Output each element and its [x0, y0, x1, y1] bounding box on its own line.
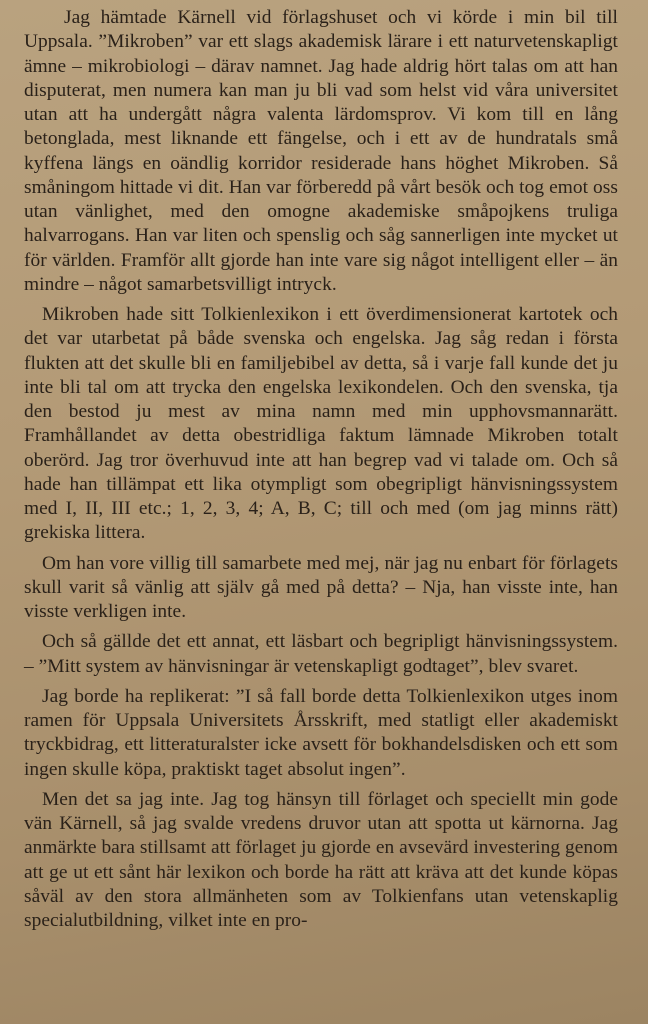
- paragraph-2: Mikroben hade sitt Tolkienlexikon i ett överdimensionerat kartotek och det var utarbetat på både svenska och engelska. Jag såg redan i första flukten att det skulle bli en familjebibel av detta, så i varje fall kunde det ju inte bli tal om att trycka den engelska lexikondelen. Och den svenska, tja den bestod ju mest av mina namn med min upphovsmannarätt. Framhållandet av detta obestridliga faktum lämnade Mikroben totalt oberörd. Jag tror överhuvud inte att han begrep vad vi talade om. Och så hade han tillämpat ett lika otympligt som obegripligt hänvisningssystem med I, II, III etc.; 1, 2, 3, 4; A, B, C; till och med (om jag minns rätt) grekiska littera.: [24, 304, 618, 544]
- paragraph-4: Och så gällde det ett annat, ett läsbart och begripligt hänvisningssystem. – ”Mitt system av hänvisningar är vetenskapligt godtaget”, blev svaret.: [24, 631, 618, 677]
- paragraph-5: Jag borde ha replikerat: ”I så fall borde detta Tolkienlexikon utges inom ramen för Uppsala Universitets Årsskrift, med statligt eller akademiskt tryckbidrag, ett litteraturalster icke avsett för bokhandelsdisken och ett som ingen skulle köpa, praktiskt taget absolut ingen”.: [24, 685, 618, 780]
- page-text: [24, 6, 618, 939]
- paragraph-6: Men det sa jag inte. Jag tog hänsyn till förlaget och speciellt min gode vän Kärnell, så jag svalde vredens druvor utan att spotta ut kärnorna. Jag anmärkte bara stillsamt att förlaget ju gjorde en avsevärd investering genom att ge ut ett sånt här lexikon och borde ha rätt att kräva att det kunde köpas såväl av den stora allmänheten som av Tolkienfans utan vetenskaplig specialutbildning, vilket inte en pro-: [24, 788, 618, 931]
- paragraph-1: Jag hämtade Kärnell vid förlagshuset och vi körde i min bil till Uppsala. ”Mikroben” var ett slags akademisk lärare i ett naturvetenskapligt ämne – mikrobiologi – därav namnet. Jag hade aldrig hört talas om att han disputerat, men numera kan man ju bli vad som helst vid våra universitet utan att ha undergått några valenta lärdomsprov. Vi kom till en lång betonglada, mest liknande ett fängelse, och i ett av de hundratals små kyffena längs en oändlig korridor residerade hans höghet Mikroben. Så småningom hittade vi dit. Han var förberedd på vårt besök och tog emot oss utan vänlighet, med den omogne akademiske småpojkens truliga halvarrogans. Han var liten och spenslig och såg sannerligen inte mycket ut för världen. Framför allt gjorde han inte vare sig något intelligent eller – än mindre – något samarbetsvilligt intryck.: [24, 7, 618, 295]
- paragraph-3: Om han vore villig till samarbete med mej, när jag nu enbart för förlagets skull varit så vänlig att själv gå med på detta? – Nja, han visste inte, han visste verkligen inte.: [24, 552, 618, 622]
